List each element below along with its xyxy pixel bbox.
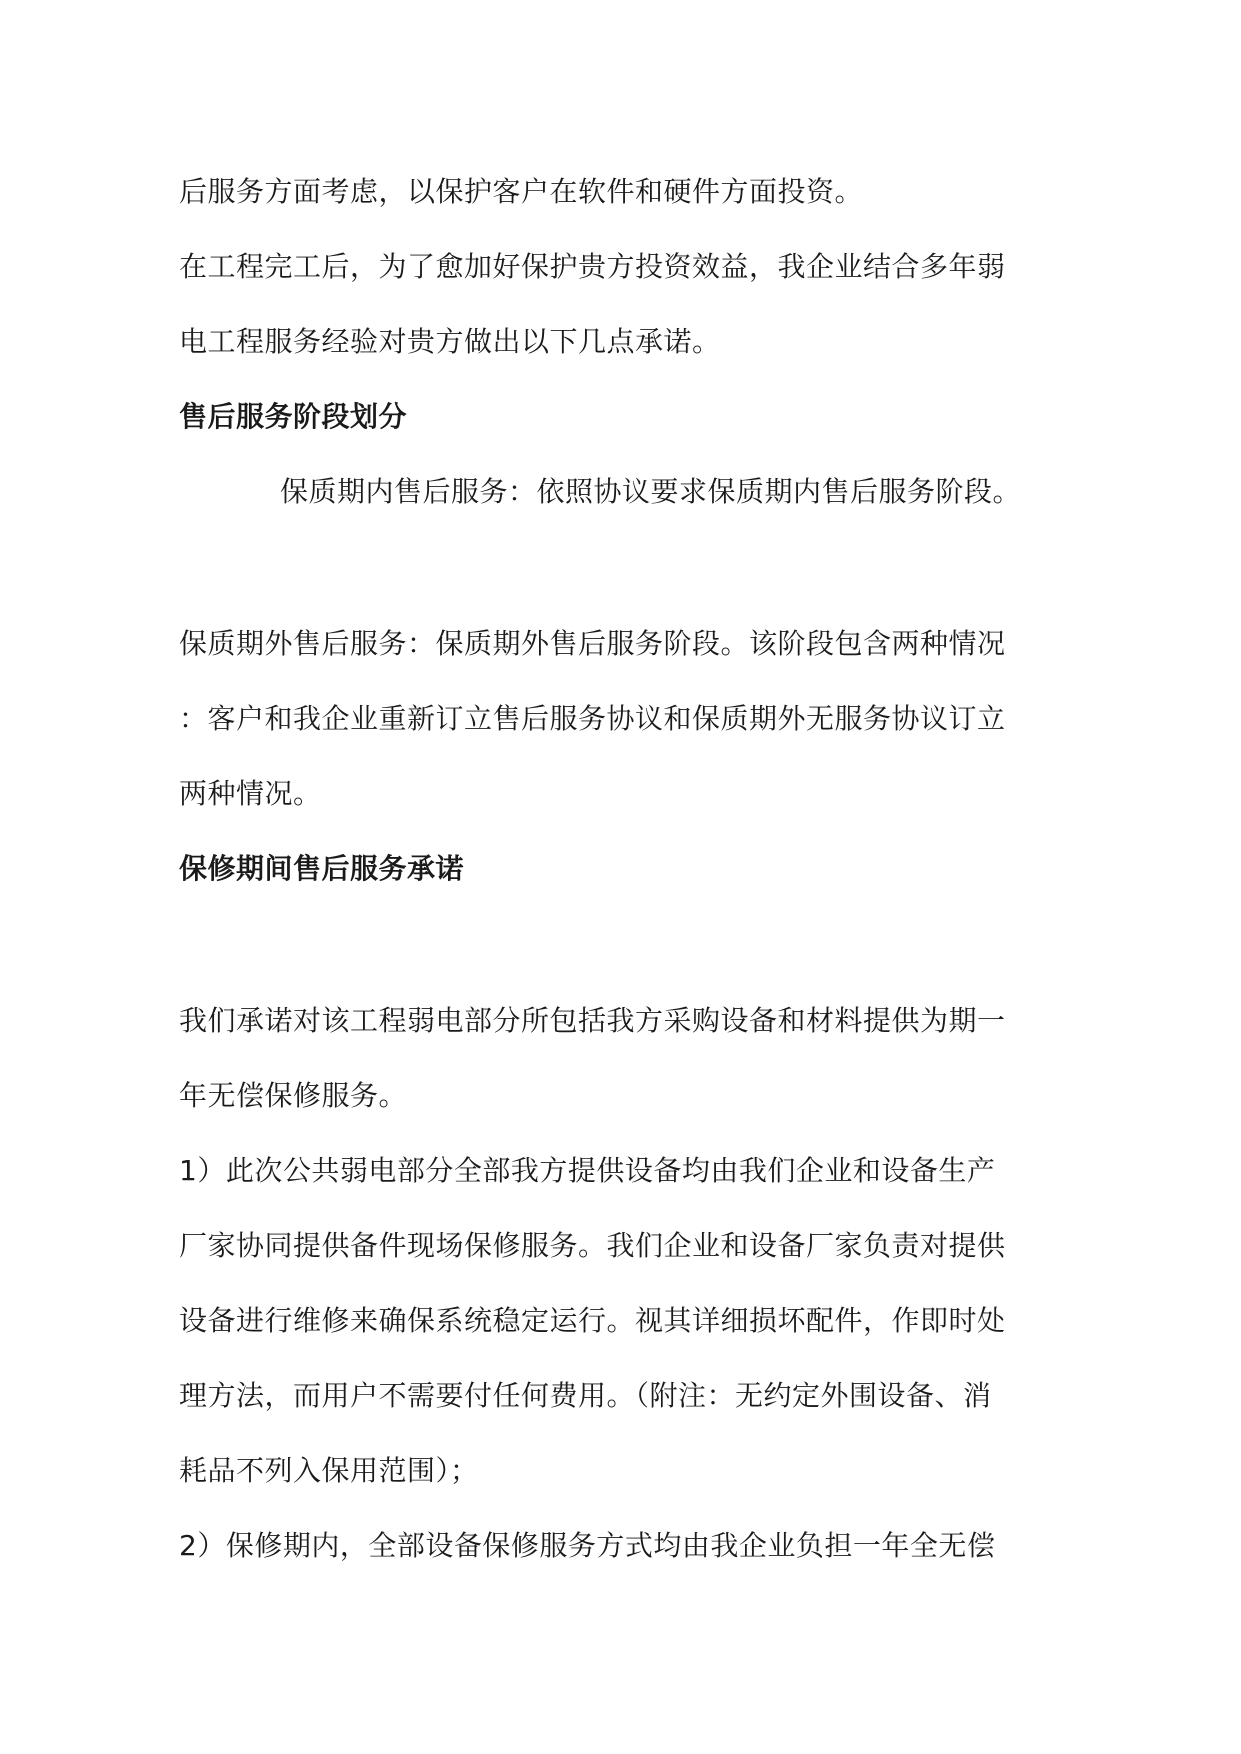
text-line-out-warranty-2: ：客户和我企业重新订立售后服务协议和保质期外无服务协议订立 <box>179 702 1006 735</box>
text-line-item1-2: 厂家协同提供备件现场保修服务。我们企业和设备厂家负责对提供 <box>179 1229 1006 1262</box>
text-line-in-warranty: 保质期内售后服务：依照协议要求保质期内售后服务阶段。 <box>280 475 1022 508</box>
text-line-item1-5: 耗品不列入保用范围）； <box>179 1454 479 1487</box>
section-heading-stage-division: 售后服务阶段划分 <box>179 400 408 433</box>
section-heading-warranty-commitment: 保修期间售后服务承诺 <box>179 852 465 885</box>
text-line-3: 电工程服务经验对贵方做出以下几点承诺。 <box>179 325 721 358</box>
text-line-commitment-1: 我们承诺对该工程弱电部分所包括我方采购设备和材料提供为期一 <box>179 1004 1006 1037</box>
text-line-item1-3: 设备进行维修来确保系统稳定运行。视其详细损坏配件，作即时处 <box>179 1304 1006 1337</box>
text-line-item2-1: 2）保修期内，全部设备保修服务方式均由我企业负担一年全无偿 <box>179 1529 996 1562</box>
text-line-out-warranty-3: 两种情况。 <box>179 777 322 810</box>
text-line-out-warranty-1: 保质期外售后服务：保质期外售后服务阶段。该阶段包含两种情况 <box>179 627 1006 660</box>
text-line-commitment-2: 年无偿保修服务。 <box>179 1079 408 1112</box>
text-line-item1-4: 理方法，而用户不需要付任何费用。（附注：无约定外围设备、消 <box>179 1379 992 1412</box>
text-line-1: 后服务方面考虑，以保护客户在软件和硬件方面投资。 <box>179 175 864 208</box>
text-line-item1-1: 1）此次公共弱电部分全部我方提供设备均由我们企业和设备生产 <box>179 1154 996 1187</box>
text-line-2: 在工程完工后，为了愈加好保护贵方投资效益，我企业结合多年弱 <box>179 250 1006 283</box>
